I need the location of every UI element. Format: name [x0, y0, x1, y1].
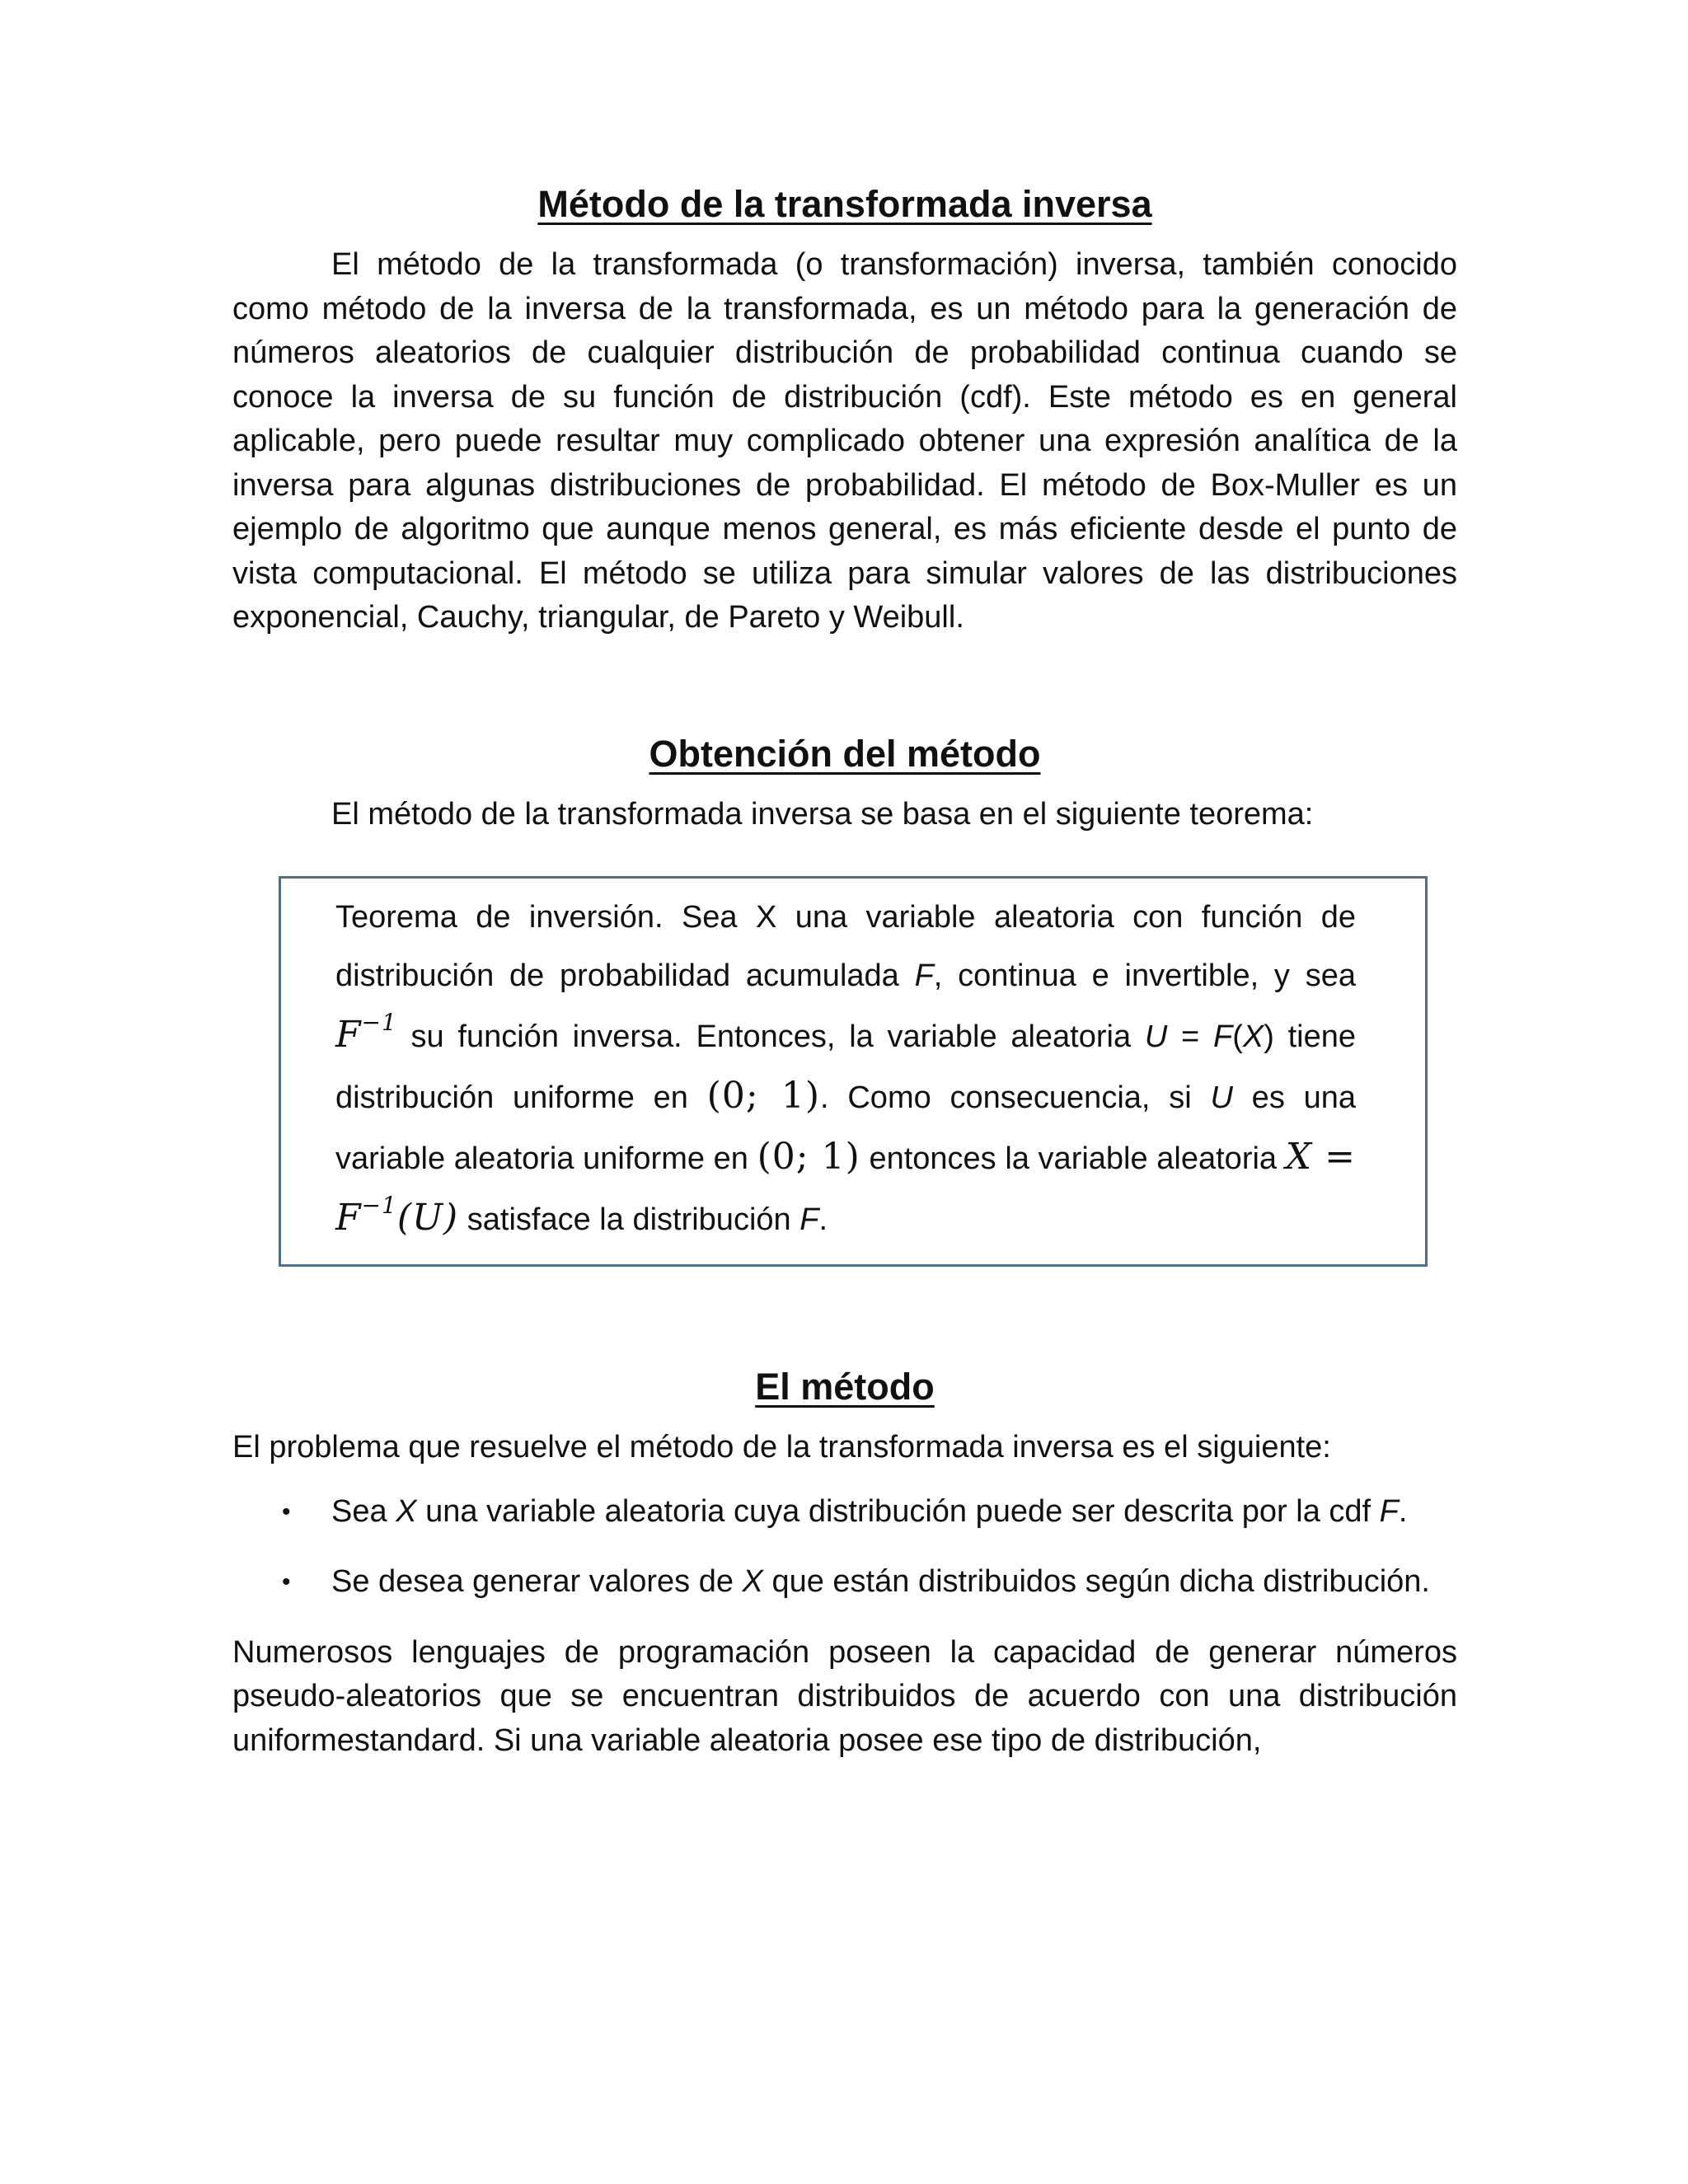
theorem-box — [279, 876, 1428, 1267]
theorem-text: , continua e invertible, y sea — [933, 958, 1356, 993]
list-item-text: Se desea generar valores de — [331, 1564, 743, 1599]
theorem-var-f: F — [799, 1202, 819, 1237]
interval-formula: (0; 1) — [757, 1136, 860, 1178]
theorem-text: entonces la variable aleatoria — [860, 1141, 1286, 1176]
interval-formula: (0; 1) — [706, 1075, 821, 1117]
theorem-var-f: F — [1212, 1019, 1233, 1054]
list-item — [232, 1560, 1457, 1605]
list-item-var-x: X — [396, 1493, 417, 1529]
list-item — [232, 1490, 1457, 1535]
closing-paragraph: Numerosos lenguajes de programación poseen la capacidad de generar números pseudo-aleatorios que se encuentran distribuidos de acuerdo con una distribución uniformestandard. Si una variable aleatoria posee ese tipo de distribución, — [232, 1634, 1457, 1758]
inverse-function-formula — [335, 1009, 397, 1056]
theorem-var-f: F — [914, 958, 934, 993]
list-item-var-f: F — [1379, 1493, 1399, 1529]
list-item-text: que están distribuidos según dicha distribución. — [762, 1564, 1430, 1599]
formula-exponent: −1 — [361, 1192, 397, 1219]
theorem-text: . Como consecuencia, si — [820, 1080, 1211, 1115]
theorem-var-u: U — [1144, 1019, 1168, 1054]
theorem-text: ) — [1264, 1019, 1274, 1054]
page-title: Método de la transformada inversa — [537, 183, 1152, 225]
section-intro-metodo: El problema que resuelve el método de la transformada inversa es el siguiente: — [232, 1430, 1331, 1465]
formula-lhs: X = F — [335, 1136, 1356, 1239]
formula-rhs: (U) — [396, 1197, 459, 1239]
theorem-var-u: U — [1210, 1080, 1233, 1115]
section-intro-obtencion: El método de la transformada inversa se basa en el siguiente teorema: — [331, 796, 1314, 832]
formula-base: F — [335, 1014, 362, 1056]
theorem-text: = — [1167, 1019, 1213, 1054]
section-heading-metodo: El método — [755, 1366, 935, 1408]
list-item-text: Sea — [331, 1493, 396, 1529]
list-item-var-x: X — [742, 1564, 763, 1599]
theorem-text: es una variable aleatoria uniforme en — [335, 1080, 1357, 1176]
bullet-list — [232, 1490, 1457, 1605]
section-heading-obtencion: Obtención del método — [649, 732, 1041, 775]
bullet-icon: • — [282, 1568, 291, 1596]
theorem-text: satisface la distribución — [458, 1202, 800, 1237]
theorem-text: ( — [1232, 1019, 1243, 1054]
list-item-text: . — [1398, 1493, 1408, 1529]
formula-exponent: −1 — [361, 1009, 397, 1036]
theorem-text: su función inversa. Entonces, la variable aleatoria — [396, 1019, 1145, 1054]
theorem-text: . — [818, 1202, 828, 1237]
theorem-text: tiene distribución uniforme en — [335, 1019, 1356, 1115]
theorem-var-x: X — [1242, 1019, 1264, 1054]
document-page — [232, 181, 1457, 1763]
theorem-text: Teorema de inversión. Sea X una variable aleatoria con función de distribución de probabilidad acumulada — [335, 900, 1356, 993]
list-item-text: una variable aleatoria cuya distribución puede ser descrita por la cdf — [416, 1493, 1380, 1529]
intro-paragraph: El método de la transformada (o transformación) inversa, también conocido como método de la inversa de la transformada, es un método para la generación de números aleatorios de cualquier distribución de probabilidad continua cuando se conoce la inversa de su función de distribución (cdf). Este método es en general aplicable, pero puede resultar muy complicado obtener una expresión analítica de la inversa para algunas distribuciones de probabilidad. El método de Box-Muller es un ejemplo de algoritmo que aunque menos general, es más eficiente desde el punto de vista computacional. El método se utiliza para simular valores de las distribuciones exponencial, Cauchy, triangular, de Pareto y Weibull. — [232, 247, 1457, 635]
bullet-icon: • — [282, 1497, 291, 1526]
